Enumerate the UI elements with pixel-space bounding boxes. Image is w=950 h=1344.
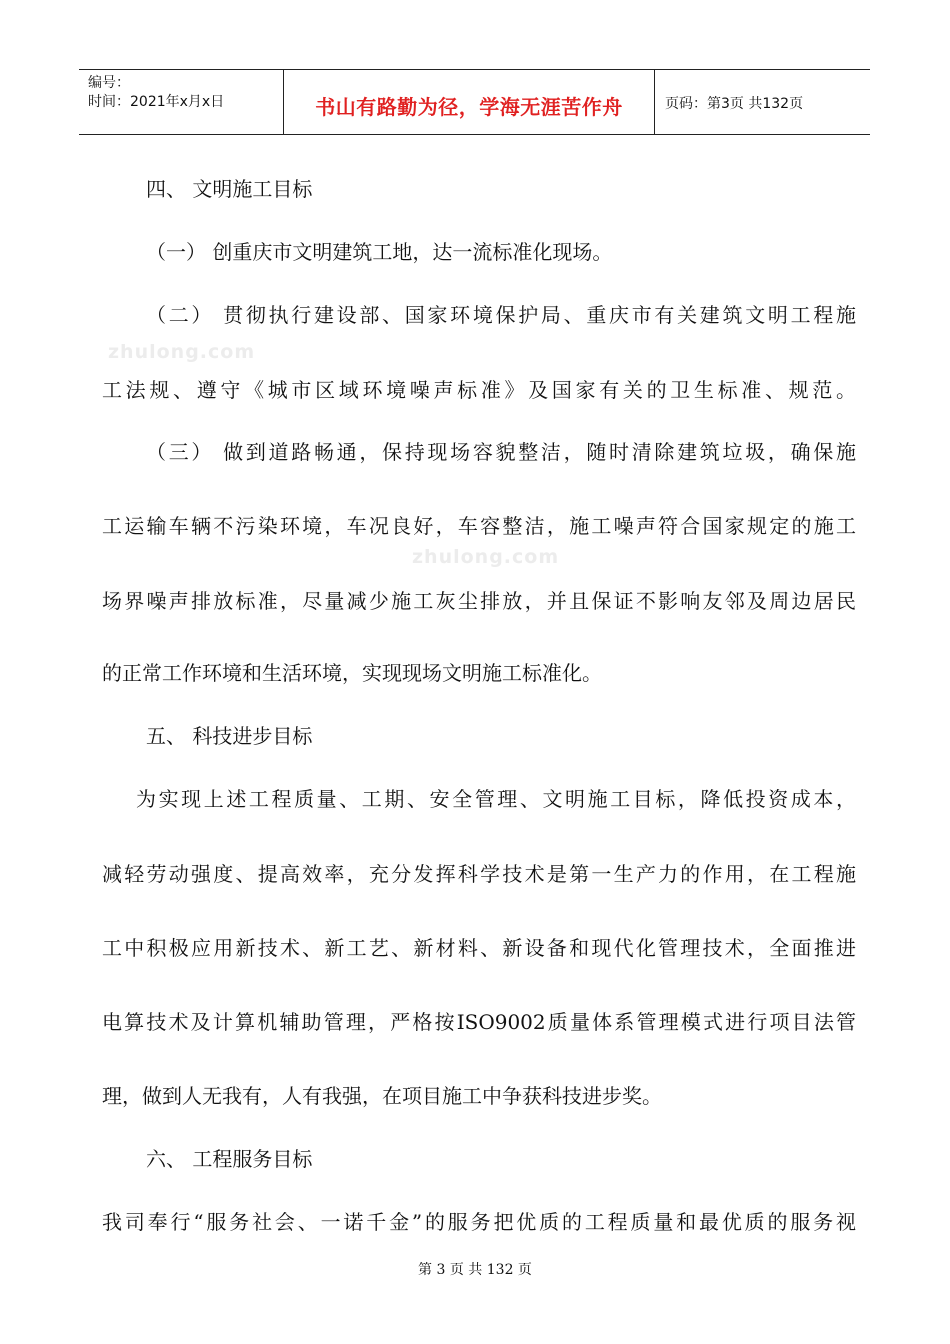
paragraph-line: 工法规、遵守《城市区域环境噪声标准》及国家有关的卫生标准、规范。	[102, 378, 856, 402]
section-heading-tech-progress: 五、 科技进步目标	[146, 724, 313, 748]
watermark-text: zhulong.com	[108, 341, 256, 363]
page-header	[79, 69, 870, 135]
header-meta-cell	[79, 70, 284, 134]
paragraph-line: 场界噪声排放标准，尽量减少施工灰尘排放，并且保证不影响友邻及周边居民	[102, 589, 856, 613]
paragraph-line: （二） 贯彻执行建设部、国家环境保护局、重庆市有关建筑文明工程施	[146, 303, 856, 327]
paragraph-line: 理，做到人无我有，人有我强，在项目施工中争获科技进步奖。	[102, 1084, 662, 1108]
paragraph-line: 的正常工作环境和生活环境，实现现场文明施工标准化。	[102, 661, 602, 685]
paragraph-line: （三） 做到道路畅通，保持现场容貌整洁，随时清除建筑垃圾，确保施	[146, 440, 856, 464]
header-motto: 书山有路勤为径，学海无涯苦作舟	[315, 95, 623, 119]
paragraph-line: 工运输车辆不污染环境，车况良好，车容整洁，施工噪声符合国家规定的施工	[102, 514, 856, 538]
header-page-info: 页码：第3页 共132页	[665, 96, 804, 112]
paragraph-line: 工中积极应用新技术、新工艺、新材料、新设备和现代化管理技术，全面推进	[102, 936, 856, 960]
header-page-cell	[655, 70, 870, 134]
paragraph-line: 电算技术及计算机辅助管理，严格按ISO9002质量体系管理模式进行项目法管	[102, 1010, 856, 1034]
section-heading-civilized-construction: 四、 文明施工目标	[146, 177, 313, 201]
paragraph-line: 为实现上述工程质量、工期、安全管理、文明施工目标，降低投资成本，	[136, 787, 856, 811]
paragraph-line: 我司奉行“服务社会、一诺千金”的服务把优质的工程质量和最优质的服务视	[102, 1210, 856, 1234]
page-footer-number: 第 3 页 共 132 页	[418, 1262, 532, 1278]
paragraph-line: （一） 创重庆市文明建筑工地，达一流标准化现场。	[146, 240, 613, 264]
watermark-text: zhulong.com	[412, 546, 560, 568]
header-motto-cell	[284, 70, 655, 134]
section-heading-service: 六、 工程服务目标	[146, 1147, 313, 1171]
serial-number-label: 编号：	[88, 75, 130, 91]
paragraph-line: 减轻劳动强度、提高效率，充分发挥科学技术是第一生产力的作用，在工程施	[102, 862, 856, 886]
date-label: 时间：2021年x月x日	[88, 94, 225, 110]
